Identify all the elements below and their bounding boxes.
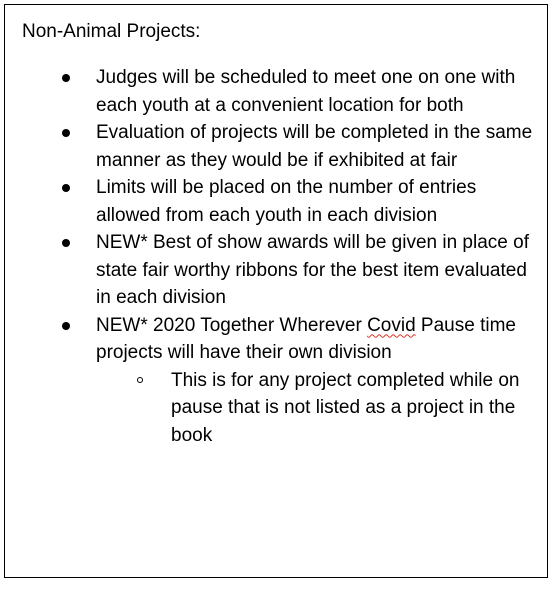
list-item-text: Judges will be scheduled to meet one on one with each youth at a convenient location for both <box>96 67 516 116</box>
hollow-circle-bullet-icon <box>137 377 143 383</box>
bullet-dot-icon <box>62 74 70 82</box>
list-item-text: Limits will be placed on the number of entries allowed from each youth in each division <box>96 177 477 226</box>
list-item-text <box>96 315 516 364</box>
text-box <box>4 4 548 578</box>
text-after-flag: Pause time projects will have their own division <box>96 314 516 363</box>
bullet-dot-icon <box>62 184 70 192</box>
spellcheck-flagged-word[interactable]: Covid <box>367 314 416 336</box>
list-item-text: NEW* Best of show awards will be given in place of state fair worthy ribbons for the best item evaluated in each division <box>96 232 529 308</box>
sub-list-item <box>96 367 533 450</box>
list-item-text: Evaluation of projects will be completed in the same manner as they would be if exhibited at fair <box>96 122 533 171</box>
list-item <box>22 229 533 312</box>
list-item <box>22 312 533 450</box>
bullet-list <box>22 64 533 449</box>
bullet-dot-icon <box>62 239 70 247</box>
sub-list-item-text: This is for any project completed while on pause that is not listed as a project in the book <box>171 369 520 446</box>
bullet-dot-icon <box>62 129 70 137</box>
text-before-flag: NEW* 2020 Together Wherever <box>96 314 368 336</box>
list-item <box>22 119 533 174</box>
sub-bullet-list <box>96 367 533 450</box>
list-item <box>22 174 533 229</box>
bullet-dot-icon <box>62 322 70 330</box>
list-item <box>22 64 533 119</box>
section-heading: Non-Animal Projects: <box>22 21 201 42</box>
